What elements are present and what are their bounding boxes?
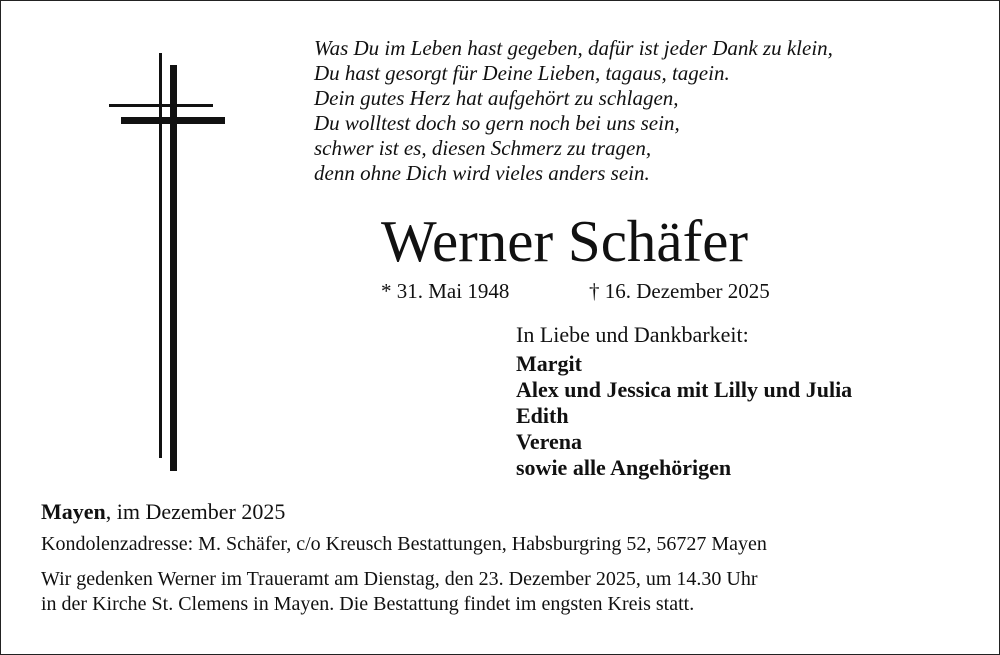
place-date: , im Dezember 2025 xyxy=(105,499,286,524)
mourner-name: Edith xyxy=(516,403,569,428)
birth-date: * 31. Mai 1948 xyxy=(381,279,510,303)
mourners-block xyxy=(516,322,852,481)
poem-line: Dein gutes Herz hat aufgehört zu schlagen, xyxy=(314,86,679,110)
mourner-name: Alex und Jessica mit Lilly und Julia xyxy=(516,377,853,402)
mourner-name: Margit xyxy=(516,351,582,376)
mourner-name: sowie alle Angehörigen xyxy=(516,455,732,480)
poem-line: schwer ist es, diesen Schmerz zu tragen, xyxy=(314,136,652,160)
cross-beam-horizontal-thick xyxy=(121,117,225,124)
mourners-intro: In Liebe und Dankbarkeit: xyxy=(516,322,749,347)
cross-beam-horizontal-thin xyxy=(109,104,213,107)
poem-line: denn ohne Dich wird vieles anders sein. xyxy=(314,161,650,185)
poem-line: Was Du im Leben hast gegeben, dafür ist jeder Dank zu klein, xyxy=(314,36,833,60)
death-date: † 16. Dezember 2025 xyxy=(589,279,770,303)
life-dates xyxy=(381,278,770,304)
cross-beam-vertical-thick xyxy=(170,65,177,471)
service-notice xyxy=(41,567,757,617)
service-line: Wir gedenken Werner im Traueramt am Dienstag, den 23. Dezember 2025, um 14.30 Uhr xyxy=(41,568,758,590)
service-line: in der Kirche St. Clemens in Mayen. Die Bestattung findet im engsten Kreis statt. xyxy=(41,593,695,615)
condolence-address: Kondolenzadresse: M. Schäfer, c/o Kreusch Bestattungen, Habsburgring 52, 56727 Mayen xyxy=(41,533,767,555)
poem-line: Du hast gesorgt für Deine Lieben, tagaus, tagein. xyxy=(314,61,730,85)
mourner-name: Verena xyxy=(516,429,582,454)
place-and-date xyxy=(41,498,285,526)
cross-beam-vertical-thin xyxy=(159,53,162,458)
place-city: Mayen xyxy=(41,499,106,524)
deceased-name: Werner Schäfer xyxy=(381,208,749,274)
poem xyxy=(314,36,833,186)
poem-line: Du wolltest doch so gern noch bei uns sein, xyxy=(314,111,680,135)
